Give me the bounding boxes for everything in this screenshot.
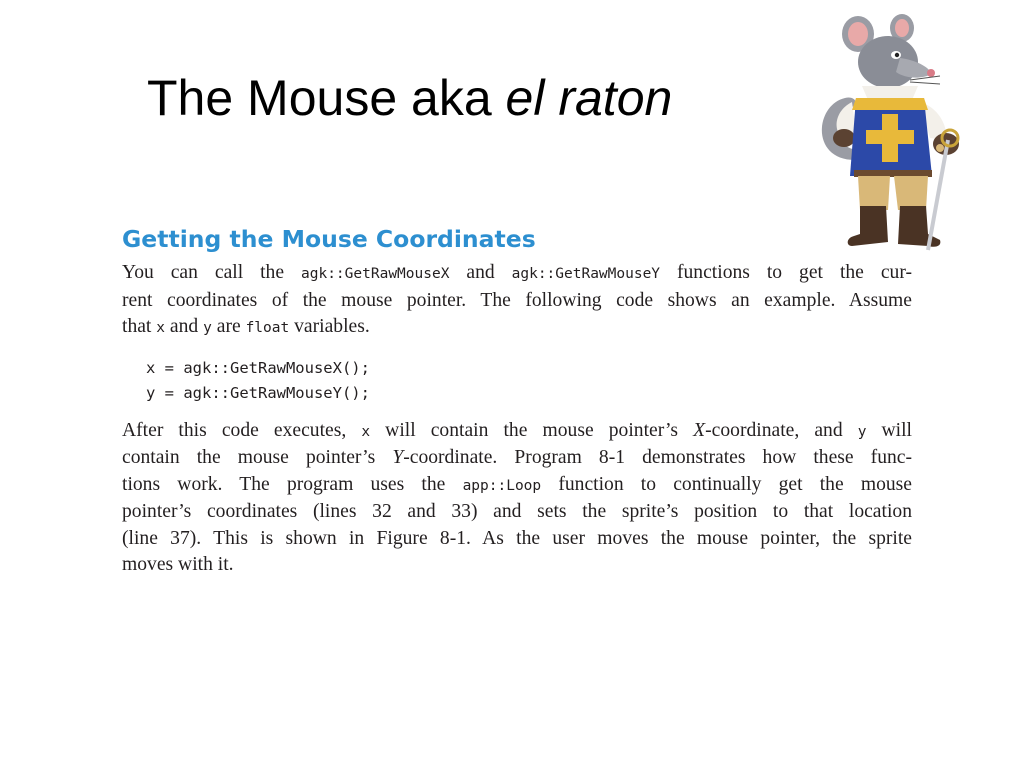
intro-line-2: rent coordinates of the mouse pointer. The following code shows an example. Assume <box>122 289 912 311</box>
code-get-raw-mouse-y: agk::GetRawMouseY <box>511 266 661 282</box>
explanation-line-3 <box>122 472 912 500</box>
slide-title <box>147 66 672 130</box>
code-example <box>146 356 912 406</box>
text-run: -coordinate. Program 8-1 demonstrates how these func- <box>403 447 913 468</box>
book-excerpt <box>122 224 912 579</box>
explanation-line-6: moves with it. <box>122 554 234 575</box>
code-line-2: y = agk::GetRawMouseY(); <box>146 383 370 402</box>
code-line-1: x = agk::GetRawMouseX(); <box>146 358 370 377</box>
text-run: and <box>449 262 512 283</box>
text-run: tions work. The program uses the <box>122 473 463 495</box>
text-run: After this code executes, <box>122 419 362 441</box>
code-y: y <box>857 423 867 440</box>
code-float: float <box>245 320 290 336</box>
code-x: x <box>156 320 166 336</box>
code-app-loop: app::Loop <box>462 477 542 494</box>
intro-line-1 <box>122 260 912 288</box>
explanation-line-4: pointer’s coordinates (lines 32 and 33) and sets the sprite’s position to that location <box>122 501 912 522</box>
intro-line-3 <box>122 314 912 342</box>
musketeer-mouse-icon <box>800 10 990 256</box>
explanation-paragraph <box>122 418 912 579</box>
slide-title-main: The Mouse aka <box>147 70 506 126</box>
text-run: will contain the mouse pointer’s <box>370 419 694 441</box>
intro-paragraph <box>122 260 912 342</box>
text-run: functions to get the cur- <box>660 262 912 283</box>
text-run: function to continually get the mouse <box>541 473 912 495</box>
text-run: variables. <box>289 316 370 337</box>
text-run: are <box>211 316 246 337</box>
slide-title-italic: el raton <box>505 70 673 126</box>
text-run: contain the mouse pointer’s <box>122 447 393 468</box>
text-run: You can call the <box>122 262 302 283</box>
code-y: y <box>203 320 212 336</box>
italic-y: Y <box>392 447 404 468</box>
explanation-line-5: (line 37). This is shown in Figure 8-1. As the user moves the mouse pointer, the sprite <box>122 527 912 549</box>
section-heading: Getting the Mouse Coordinates <box>122 225 536 253</box>
text-run: will <box>866 419 913 441</box>
code-get-raw-mouse-x: agk::GetRawMouseX <box>301 266 450 282</box>
text-run: that <box>122 316 157 337</box>
text-run: -coordinate, and <box>705 419 858 441</box>
code-x: x <box>361 423 371 440</box>
italic-x: X <box>693 419 706 441</box>
explanation-line-1 <box>122 418 912 446</box>
explanation-line-2 <box>122 445 912 472</box>
text-run: and <box>165 316 204 337</box>
